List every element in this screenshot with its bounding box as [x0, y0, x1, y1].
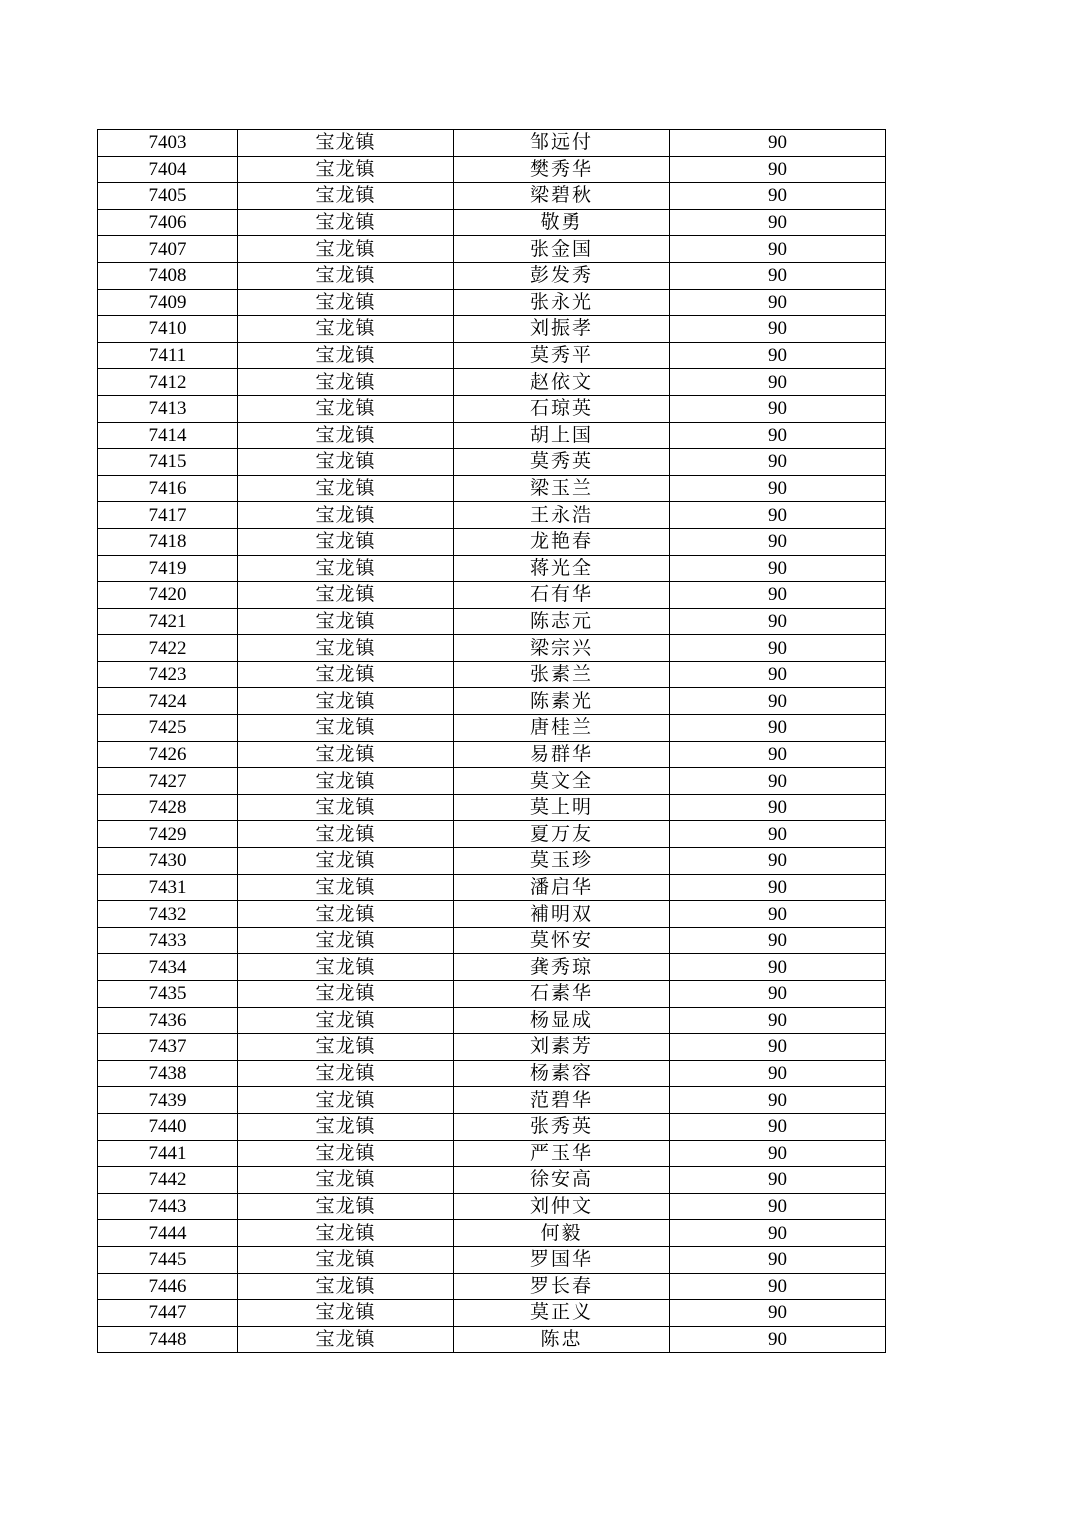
row-number-cell: 7445 — [98, 1246, 238, 1273]
row-number-cell: 7433 — [98, 927, 238, 954]
name-cell: 罗长春 — [454, 1273, 670, 1300]
table-row — [98, 236, 886, 263]
table-row — [98, 874, 886, 901]
town-cell: 宝龙镇 — [238, 528, 454, 555]
table-row — [98, 369, 886, 396]
amount-cell: 90 — [670, 821, 886, 848]
name-cell: 刘振孝 — [454, 316, 670, 343]
table-row — [98, 1087, 886, 1114]
amount-cell: 90 — [670, 1167, 886, 1194]
name-cell: 樊秀华 — [454, 156, 670, 183]
town-cell: 宝龙镇 — [238, 661, 454, 688]
town-cell: 宝龙镇 — [238, 369, 454, 396]
row-number-cell: 7417 — [98, 502, 238, 529]
row-number-cell: 7412 — [98, 369, 238, 396]
table-row — [98, 1113, 886, 1140]
town-cell: 宝龙镇 — [238, 422, 454, 449]
name-cell: 杨显成 — [454, 1007, 670, 1034]
amount-cell: 90 — [670, 1273, 886, 1300]
row-number-cell: 7413 — [98, 395, 238, 422]
row-number-cell: 7447 — [98, 1300, 238, 1327]
table-row — [98, 608, 886, 635]
row-number-cell: 7405 — [98, 183, 238, 210]
amount-cell: 90 — [670, 1193, 886, 1220]
table-row — [98, 528, 886, 555]
amount-cell: 90 — [670, 316, 886, 343]
row-number-cell: 7441 — [98, 1140, 238, 1167]
table-row — [98, 1167, 886, 1194]
table-row — [98, 821, 886, 848]
name-cell: 赵依文 — [454, 369, 670, 396]
row-number-cell: 7424 — [98, 688, 238, 715]
amount-cell: 90 — [670, 715, 886, 742]
amount-cell: 90 — [670, 449, 886, 476]
name-cell: 龚秀琼 — [454, 954, 670, 981]
row-number-cell: 7432 — [98, 901, 238, 928]
name-cell: 石有华 — [454, 582, 670, 609]
table-row — [98, 130, 886, 157]
town-cell: 宝龙镇 — [238, 1326, 454, 1353]
row-number-cell: 7422 — [98, 635, 238, 662]
name-cell: 张素兰 — [454, 661, 670, 688]
name-cell: 杨素容 — [454, 1060, 670, 1087]
row-number-cell: 7426 — [98, 741, 238, 768]
table-row — [98, 688, 886, 715]
row-number-cell: 7409 — [98, 289, 238, 316]
table-row — [98, 954, 886, 981]
row-number-cell: 7436 — [98, 1007, 238, 1034]
row-number-cell: 7448 — [98, 1326, 238, 1353]
name-cell: 严玉华 — [454, 1140, 670, 1167]
name-cell: 胡上国 — [454, 422, 670, 449]
town-cell: 宝龙镇 — [238, 688, 454, 715]
row-number-cell: 7408 — [98, 262, 238, 289]
amount-cell: 90 — [670, 848, 886, 875]
name-cell: 刘素芳 — [454, 1034, 670, 1061]
amount-cell: 90 — [670, 981, 886, 1008]
name-cell: 张永光 — [454, 289, 670, 316]
name-cell: 石素华 — [454, 981, 670, 1008]
name-cell: 莫玉珍 — [454, 848, 670, 875]
town-cell: 宝龙镇 — [238, 954, 454, 981]
name-cell: 梁碧秋 — [454, 183, 670, 210]
town-cell: 宝龙镇 — [238, 821, 454, 848]
table-row — [98, 422, 886, 449]
amount-cell: 90 — [670, 688, 886, 715]
name-cell: 彭发秀 — [454, 262, 670, 289]
name-cell: 石琼英 — [454, 395, 670, 422]
name-cell: 易群华 — [454, 741, 670, 768]
row-number-cell: 7428 — [98, 794, 238, 821]
town-cell: 宝龙镇 — [238, 449, 454, 476]
row-number-cell: 7435 — [98, 981, 238, 1008]
amount-cell: 90 — [670, 209, 886, 236]
amount-cell: 90 — [670, 1007, 886, 1034]
town-cell: 宝龙镇 — [238, 1167, 454, 1194]
table-row — [98, 1246, 886, 1273]
table-row — [98, 901, 886, 928]
town-cell: 宝龙镇 — [238, 1140, 454, 1167]
town-cell: 宝龙镇 — [238, 741, 454, 768]
name-cell: 夏万友 — [454, 821, 670, 848]
town-cell: 宝龙镇 — [238, 635, 454, 662]
table-row — [98, 395, 886, 422]
row-number-cell: 7434 — [98, 954, 238, 981]
amount-cell: 90 — [670, 661, 886, 688]
amount-cell: 90 — [670, 475, 886, 502]
town-cell: 宝龙镇 — [238, 395, 454, 422]
town-cell: 宝龙镇 — [238, 183, 454, 210]
town-cell: 宝龙镇 — [238, 289, 454, 316]
amount-cell: 90 — [670, 1113, 886, 1140]
name-cell: 陈志元 — [454, 608, 670, 635]
table-row — [98, 183, 886, 210]
name-cell: 莫上明 — [454, 794, 670, 821]
name-cell: 莫正义 — [454, 1300, 670, 1327]
table-row — [98, 981, 886, 1008]
amount-cell: 90 — [670, 794, 886, 821]
name-cell: 莫秀平 — [454, 342, 670, 369]
name-cell: 龙艳春 — [454, 528, 670, 555]
town-cell: 宝龙镇 — [238, 1113, 454, 1140]
name-cell: 莫文全 — [454, 768, 670, 795]
name-cell: 罗国华 — [454, 1246, 670, 1273]
amount-cell: 90 — [670, 1300, 886, 1327]
row-number-cell: 7444 — [98, 1220, 238, 1247]
amount-cell: 90 — [670, 262, 886, 289]
town-cell: 宝龙镇 — [238, 1007, 454, 1034]
name-cell: 補明双 — [454, 901, 670, 928]
amount-cell: 90 — [670, 608, 886, 635]
row-number-cell: 7410 — [98, 316, 238, 343]
row-number-cell: 7440 — [98, 1113, 238, 1140]
amount-cell: 90 — [670, 741, 886, 768]
amount-cell: 90 — [670, 768, 886, 795]
amount-cell: 90 — [670, 1140, 886, 1167]
amount-cell: 90 — [670, 130, 886, 157]
amount-cell: 90 — [670, 582, 886, 609]
amount-cell: 90 — [670, 555, 886, 582]
amount-cell: 90 — [670, 156, 886, 183]
name-cell: 张金国 — [454, 236, 670, 263]
town-cell: 宝龙镇 — [238, 209, 454, 236]
row-number-cell: 7421 — [98, 608, 238, 635]
name-cell: 刘仲文 — [454, 1193, 670, 1220]
amount-cell: 90 — [670, 1246, 886, 1273]
town-cell: 宝龙镇 — [238, 1193, 454, 1220]
amount-cell: 90 — [670, 1220, 886, 1247]
row-number-cell: 7411 — [98, 342, 238, 369]
row-number-cell: 7418 — [98, 528, 238, 555]
name-cell: 张秀英 — [454, 1113, 670, 1140]
table-row — [98, 927, 886, 954]
table-row — [98, 1034, 886, 1061]
row-number-cell: 7425 — [98, 715, 238, 742]
row-number-cell: 7404 — [98, 156, 238, 183]
table-row — [98, 209, 886, 236]
name-cell: 莫怀安 — [454, 927, 670, 954]
table-row — [98, 475, 886, 502]
town-cell: 宝龙镇 — [238, 502, 454, 529]
amount-cell: 90 — [670, 422, 886, 449]
town-cell: 宝龙镇 — [238, 608, 454, 635]
table-row — [98, 715, 886, 742]
name-cell: 范碧华 — [454, 1087, 670, 1114]
name-cell: 何毅 — [454, 1220, 670, 1247]
row-number-cell: 7429 — [98, 821, 238, 848]
town-cell: 宝龙镇 — [238, 262, 454, 289]
table-row — [98, 502, 886, 529]
table-row — [98, 555, 886, 582]
table-row — [98, 1060, 886, 1087]
table-row — [98, 289, 886, 316]
row-number-cell: 7438 — [98, 1060, 238, 1087]
name-cell: 王永浩 — [454, 502, 670, 529]
name-cell: 邹远付 — [454, 130, 670, 157]
town-cell: 宝龙镇 — [238, 475, 454, 502]
name-cell: 蒋光全 — [454, 555, 670, 582]
roster-table — [97, 129, 886, 1353]
row-number-cell: 7427 — [98, 768, 238, 795]
town-cell: 宝龙镇 — [238, 156, 454, 183]
amount-cell: 90 — [670, 1034, 886, 1061]
amount-cell: 90 — [670, 395, 886, 422]
amount-cell: 90 — [670, 183, 886, 210]
town-cell: 宝龙镇 — [238, 1220, 454, 1247]
town-cell: 宝龙镇 — [238, 1273, 454, 1300]
name-cell: 陈素光 — [454, 688, 670, 715]
amount-cell: 90 — [670, 369, 886, 396]
row-number-cell: 7407 — [98, 236, 238, 263]
name-cell: 敬勇 — [454, 209, 670, 236]
table-row — [98, 262, 886, 289]
amount-cell: 90 — [670, 1060, 886, 1087]
town-cell: 宝龙镇 — [238, 794, 454, 821]
row-number-cell: 7446 — [98, 1273, 238, 1300]
amount-cell: 90 — [670, 342, 886, 369]
row-number-cell: 7419 — [98, 555, 238, 582]
amount-cell: 90 — [670, 927, 886, 954]
roster-table-body — [98, 130, 886, 1353]
town-cell: 宝龙镇 — [238, 981, 454, 1008]
name-cell: 潘启华 — [454, 874, 670, 901]
table-row — [98, 316, 886, 343]
town-cell: 宝龙镇 — [238, 342, 454, 369]
table-row — [98, 449, 886, 476]
name-cell: 梁玉兰 — [454, 475, 670, 502]
town-cell: 宝龙镇 — [238, 901, 454, 928]
table-row — [98, 1326, 886, 1353]
table-row — [98, 582, 886, 609]
table-row — [98, 1193, 886, 1220]
name-cell: 徐安高 — [454, 1167, 670, 1194]
town-cell: 宝龙镇 — [238, 715, 454, 742]
row-number-cell: 7431 — [98, 874, 238, 901]
town-cell: 宝龙镇 — [238, 130, 454, 157]
row-number-cell: 7403 — [98, 130, 238, 157]
row-number-cell: 7430 — [98, 848, 238, 875]
town-cell: 宝龙镇 — [238, 1060, 454, 1087]
table-row — [98, 661, 886, 688]
row-number-cell: 7423 — [98, 661, 238, 688]
name-cell: 梁宗兴 — [454, 635, 670, 662]
row-number-cell: 7420 — [98, 582, 238, 609]
table-row — [98, 635, 886, 662]
row-number-cell: 7416 — [98, 475, 238, 502]
town-cell: 宝龙镇 — [238, 1087, 454, 1114]
town-cell: 宝龙镇 — [238, 316, 454, 343]
table-row — [98, 741, 886, 768]
row-number-cell: 7437 — [98, 1034, 238, 1061]
row-number-cell: 7406 — [98, 209, 238, 236]
amount-cell: 90 — [670, 901, 886, 928]
town-cell: 宝龙镇 — [238, 874, 454, 901]
name-cell: 莫秀英 — [454, 449, 670, 476]
town-cell: 宝龙镇 — [238, 927, 454, 954]
row-number-cell: 7443 — [98, 1193, 238, 1220]
name-cell: 唐桂兰 — [454, 715, 670, 742]
table-row — [98, 156, 886, 183]
amount-cell: 90 — [670, 635, 886, 662]
row-number-cell: 7439 — [98, 1087, 238, 1114]
amount-cell: 90 — [670, 289, 886, 316]
amount-cell: 90 — [670, 528, 886, 555]
row-number-cell: 7415 — [98, 449, 238, 476]
amount-cell: 90 — [670, 954, 886, 981]
town-cell: 宝龙镇 — [238, 1300, 454, 1327]
amount-cell: 90 — [670, 1087, 886, 1114]
table-row — [98, 1300, 886, 1327]
row-number-cell: 7442 — [98, 1167, 238, 1194]
table-row — [98, 848, 886, 875]
amount-cell: 90 — [670, 502, 886, 529]
table-row — [98, 342, 886, 369]
town-cell: 宝龙镇 — [238, 236, 454, 263]
town-cell: 宝龙镇 — [238, 1034, 454, 1061]
table-row — [98, 768, 886, 795]
town-cell: 宝龙镇 — [238, 848, 454, 875]
row-number-cell: 7414 — [98, 422, 238, 449]
table-row — [98, 1273, 886, 1300]
table-row — [98, 1140, 886, 1167]
table-row — [98, 1220, 886, 1247]
name-cell: 陈忠 — [454, 1326, 670, 1353]
table-row — [98, 794, 886, 821]
town-cell: 宝龙镇 — [238, 555, 454, 582]
town-cell: 宝龙镇 — [238, 582, 454, 609]
town-cell: 宝龙镇 — [238, 1246, 454, 1273]
amount-cell: 90 — [670, 1326, 886, 1353]
town-cell: 宝龙镇 — [238, 768, 454, 795]
table-row — [98, 1007, 886, 1034]
amount-cell: 90 — [670, 874, 886, 901]
amount-cell: 90 — [670, 236, 886, 263]
